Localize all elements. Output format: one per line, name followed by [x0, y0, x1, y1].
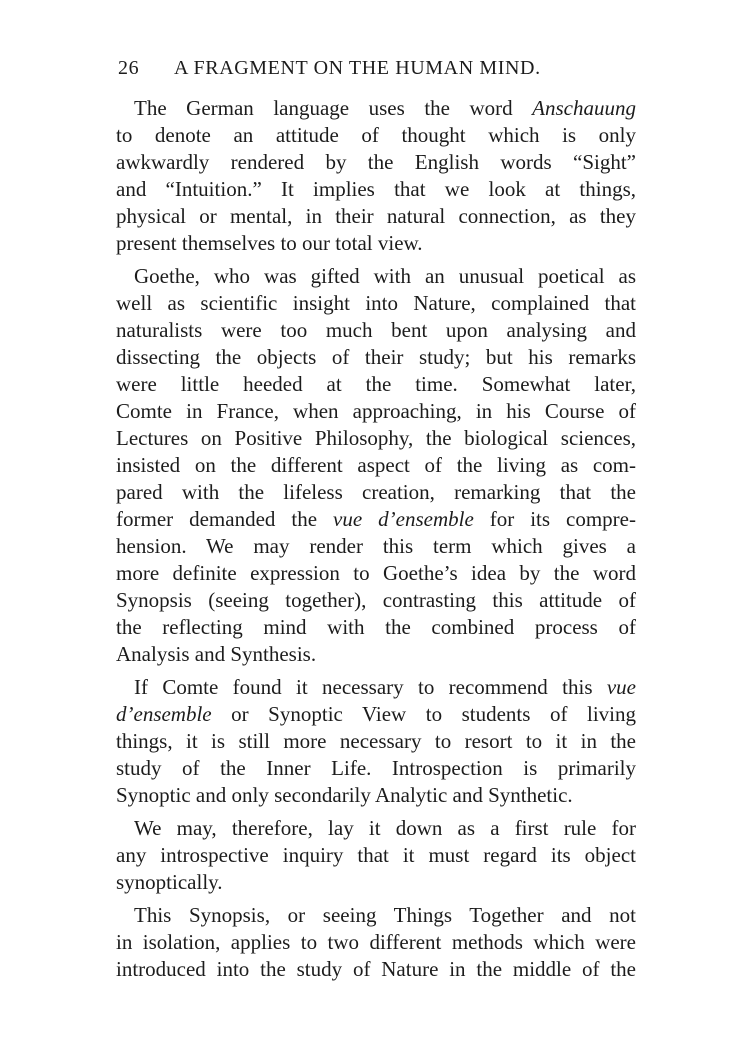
page-number: 26 — [118, 57, 140, 79]
text-line — [116, 614, 636, 641]
text-run: were little heeded at the time. Somewhat later, — [116, 372, 636, 396]
text-run: synoptically. — [116, 870, 223, 894]
text-run: the reflecting mind with the combined process of — [116, 615, 636, 639]
text-line — [116, 902, 636, 929]
text-run: and “Intuition.” It implies that we look at things, — [116, 177, 636, 201]
text-run: Synoptic and only secondarily Analytic and Synthetic. — [116, 783, 573, 807]
text-run: If Comte found it necessary to recommend this — [134, 675, 607, 699]
text-line — [116, 95, 636, 122]
text-line — [116, 452, 636, 479]
italic-text: d’ensemble — [116, 702, 212, 726]
text-run: well as scientific insight into Nature, complained that — [116, 291, 636, 315]
text-run: hension. We may render this term which gives a — [116, 534, 636, 558]
text-run: in isolation, applies to two different methods which were — [116, 930, 636, 954]
text-run: things, it is still more necessary to resort to it in the — [116, 729, 636, 753]
text-line — [116, 230, 636, 257]
italic-text: Anschauung — [532, 96, 636, 120]
text-line — [116, 479, 636, 506]
text-line — [116, 755, 636, 782]
text-run: for its compre- — [473, 507, 636, 531]
text-line — [116, 641, 636, 668]
text-run: former demanded the — [116, 507, 334, 531]
paragraph — [116, 263, 636, 668]
text-line — [116, 674, 636, 701]
italic-text: vue — [606, 675, 636, 699]
text-line — [116, 176, 636, 203]
text-line — [116, 398, 636, 425]
text-line — [116, 842, 636, 869]
text-line — [116, 929, 636, 956]
text-run: to denote an attitude of thought which is only — [116, 123, 636, 147]
text-line — [116, 149, 636, 176]
text-run: dissecting the objects of their study; but his remarks — [116, 345, 636, 369]
text-line — [116, 263, 636, 290]
text-line — [116, 869, 636, 896]
text-line — [116, 560, 636, 587]
text-line — [116, 815, 636, 842]
text-line — [116, 956, 636, 983]
text-run: insisted on the different aspect of the living as com- — [116, 453, 636, 477]
text-run: Goethe, who was gifted with an unusual poetical as — [134, 264, 636, 288]
paragraph — [116, 902, 636, 983]
text-run: Lectures on Positive Philosophy, the biological sciences, — [116, 426, 636, 450]
text-run: any introspective inquiry that it must regard its object — [116, 843, 636, 867]
text-run: or Synoptic View to students of living — [211, 702, 636, 726]
paragraph — [116, 815, 636, 896]
italic-text: vue d’ensemble — [333, 507, 474, 531]
text-run: Synopsis (seeing together), contrasting this attitude of — [116, 588, 636, 612]
paragraph — [116, 95, 636, 257]
text-line — [116, 506, 636, 533]
text-run: naturalists were too much bent upon analysing and — [116, 318, 636, 342]
text-run: present themselves to our total view. — [116, 231, 423, 255]
body-text — [116, 95, 636, 989]
text-run: more definite expression to Goethe’s idea by the word — [116, 561, 636, 585]
paragraph — [116, 674, 636, 809]
page-header — [118, 54, 638, 82]
text-line — [116, 782, 636, 809]
text-run: awkwardly rendered by the English words “Sight” — [116, 150, 636, 174]
text-run: We may, therefore, lay it down as a first rule for — [134, 816, 636, 840]
text-run: This Synopsis, or seeing Things Together and not — [134, 903, 636, 927]
text-line — [116, 587, 636, 614]
text-line — [116, 371, 636, 398]
text-line — [116, 290, 636, 317]
text-run: pared with the lifeless creation, remarking that the — [116, 480, 636, 504]
text-line — [116, 728, 636, 755]
text-line — [116, 203, 636, 230]
text-line — [116, 344, 636, 371]
text-run: study of the Inner Life. Introspection is primarily — [116, 756, 636, 780]
text-run: Analysis and Synthesis. — [116, 642, 317, 666]
text-line — [116, 425, 636, 452]
text-run: Comte in France, when approaching, in his Course of — [116, 399, 636, 423]
text-run: introduced into the study of Nature in the middle of the — [116, 957, 636, 981]
text-line — [116, 317, 636, 344]
text-line — [116, 533, 636, 560]
text-line — [116, 122, 636, 149]
running-head: A FRAGMENT ON THE HUMAN MIND. — [174, 57, 541, 79]
text-line — [116, 701, 636, 728]
text-run: The German language uses the word — [134, 96, 533, 120]
text-run: physical or mental, in their natural connection, as they — [116, 204, 636, 228]
